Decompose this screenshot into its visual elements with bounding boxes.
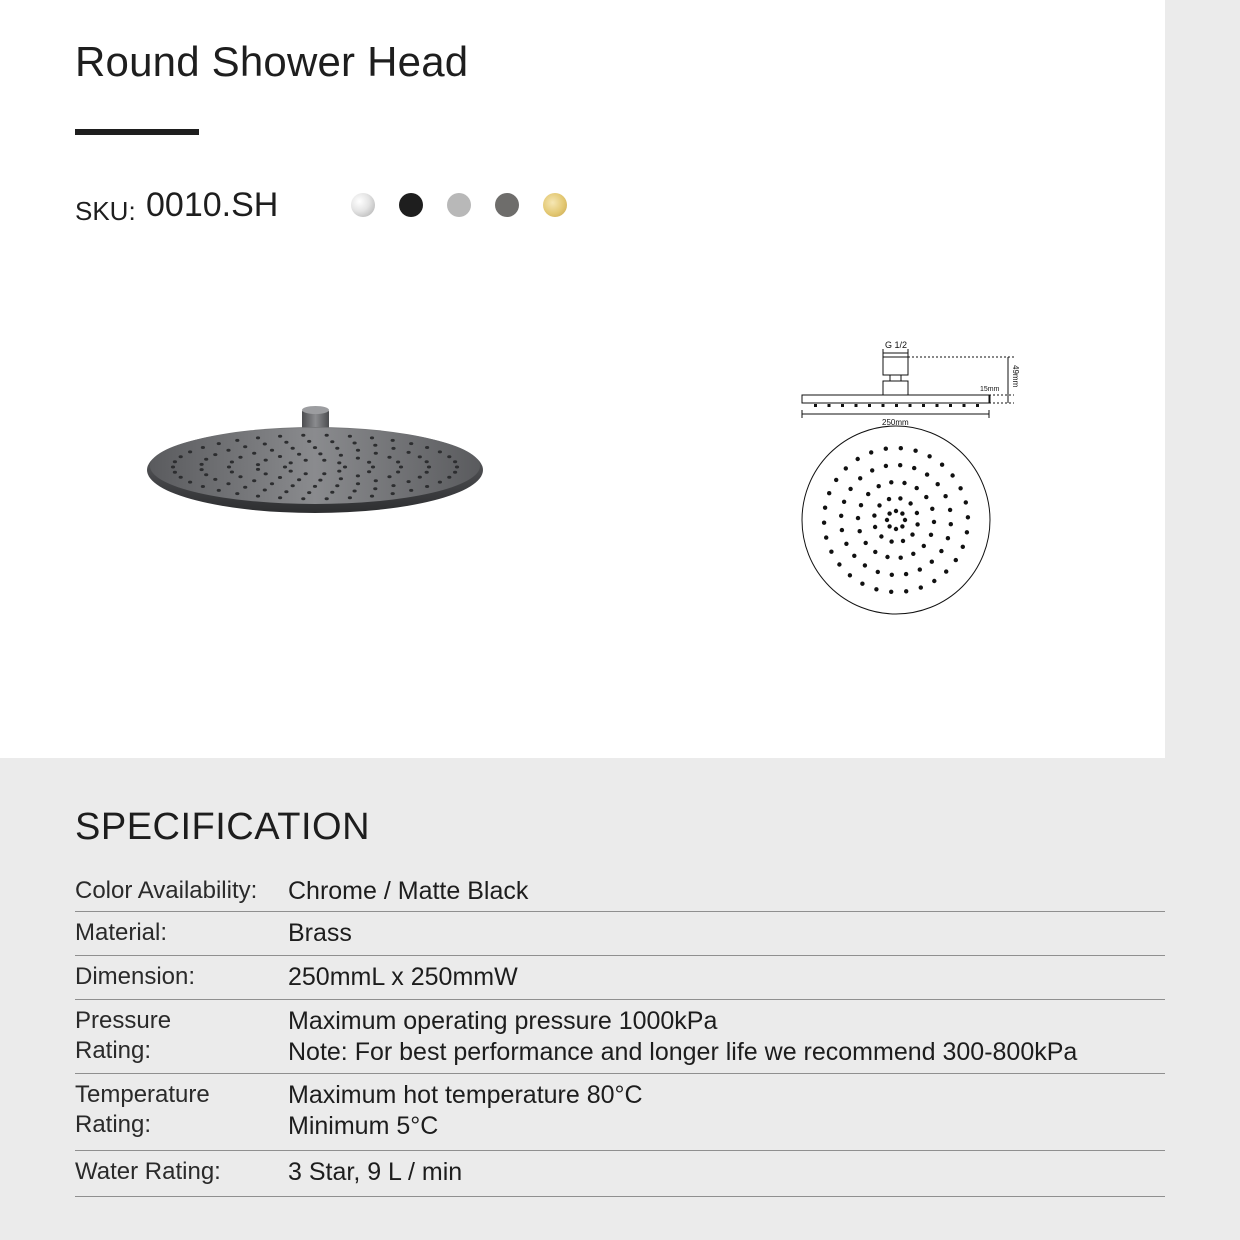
spec-value bbox=[288, 1006, 1077, 1068]
spec-key bbox=[75, 1006, 285, 1066]
sku-label: SKU: bbox=[75, 196, 136, 226]
spec-value bbox=[288, 1157, 462, 1188]
spec-value bbox=[288, 876, 528, 907]
spec-value bbox=[288, 962, 518, 993]
spec-value-line: Note: For best performance and longer life we recommend 300-800kPa bbox=[288, 1038, 1078, 1066]
spec-key-line: Rating: bbox=[75, 1111, 152, 1138]
page-title: Round Shower Head bbox=[75, 38, 469, 85]
swatch-matte-black[interactable] bbox=[399, 193, 423, 217]
width-label: 250mm bbox=[882, 418, 909, 427]
spec-value-line: Brass bbox=[288, 919, 352, 947]
spec-key-line: Pressure bbox=[75, 1007, 172, 1034]
spec-row bbox=[75, 1000, 1165, 1074]
spec-key bbox=[75, 918, 285, 948]
spec-key-line: Water Rating: bbox=[75, 1158, 221, 1185]
swatch-gunmetal[interactable] bbox=[495, 193, 519, 217]
plan-view-nozzles bbox=[822, 446, 970, 594]
swatch-brushed-gold[interactable] bbox=[543, 193, 567, 217]
spec-key bbox=[75, 1080, 285, 1140]
spec-value bbox=[288, 1080, 643, 1142]
spec-row bbox=[75, 1074, 1165, 1151]
spec-row bbox=[75, 1151, 1165, 1197]
thread-size-label: G 1/2 bbox=[885, 340, 908, 350]
spec-key-line: Dimension: bbox=[75, 963, 196, 990]
height-label: 49mm bbox=[1011, 365, 1020, 388]
spec-row bbox=[75, 912, 1165, 956]
spec-row bbox=[75, 956, 1165, 1000]
swatch-brushed-nickel[interactable] bbox=[447, 193, 471, 217]
swatch-chrome[interactable] bbox=[351, 193, 375, 217]
spec-key bbox=[75, 1157, 285, 1187]
product-photo bbox=[140, 395, 490, 525]
spec-key-line: Color Availability: bbox=[75, 877, 258, 904]
spec-value-line: Minimum 5°C bbox=[288, 1112, 439, 1140]
spec-value-line: Maximum operating pressure 1000kPa bbox=[288, 1007, 718, 1035]
spec-value bbox=[288, 918, 352, 949]
spec-key bbox=[75, 962, 285, 992]
spec-value-line: Maximum hot temperature 80°C bbox=[288, 1081, 643, 1109]
specification-heading: SPECIFICATION bbox=[75, 806, 371, 848]
technical-drawing bbox=[790, 330, 1040, 630]
spec-key-line: Material: bbox=[75, 919, 168, 946]
title-underline bbox=[75, 129, 199, 135]
spec-value-line: 3 Star, 9 L / min bbox=[288, 1158, 463, 1186]
spec-value-line: Chrome / Matte Black bbox=[288, 877, 529, 905]
spec-value-line: 250mmL x 250mmW bbox=[288, 963, 518, 991]
spec-row bbox=[75, 870, 1165, 912]
spec-key bbox=[75, 876, 285, 906]
sku-value: 0010.SH bbox=[146, 186, 279, 224]
spec-key-line: Temperature bbox=[75, 1081, 210, 1108]
spec-key-line: Rating: bbox=[75, 1037, 152, 1064]
thickness-label: 15mm bbox=[980, 386, 1000, 393]
specification-table bbox=[75, 870, 1165, 1197]
